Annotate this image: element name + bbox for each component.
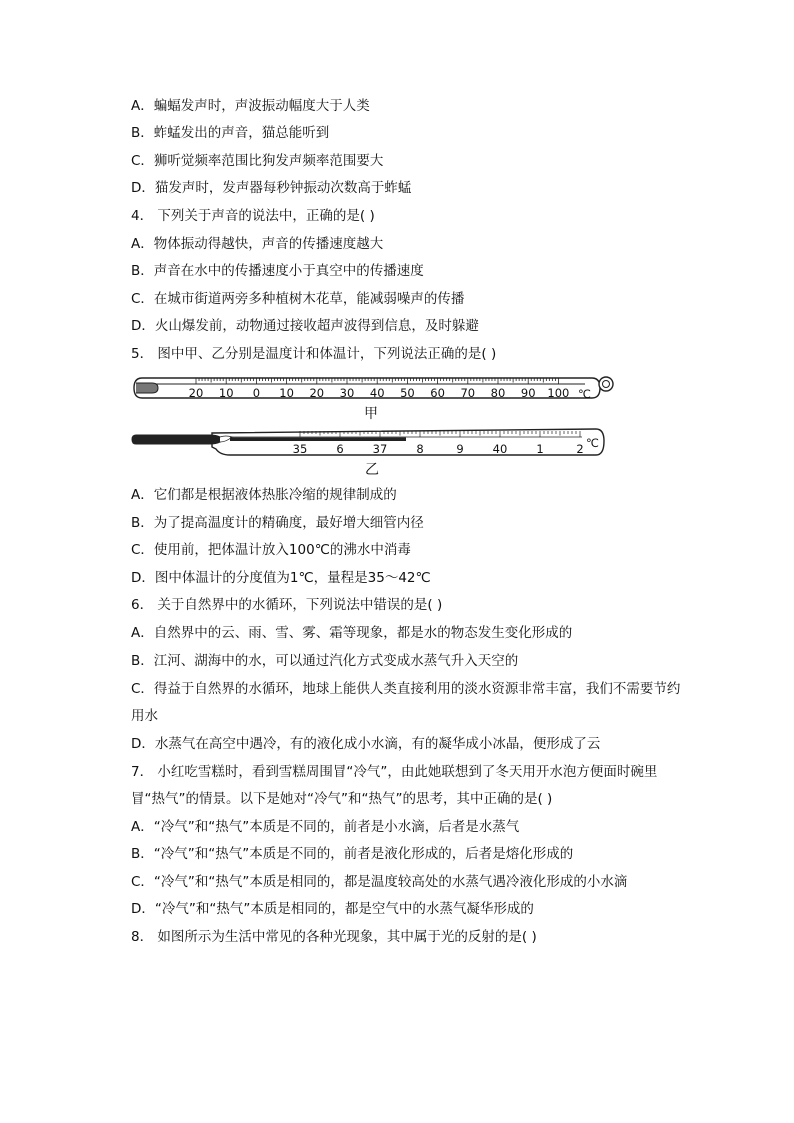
q6-option-c: C．得益于自然界的水循环，地球上能供人类直接利用的淡水资源非常丰富，我们不需要节约 <box>131 681 681 697</box>
q5-option-c: C．使用前，把体温计放入100℃的沸水中消毒 <box>131 542 411 558</box>
clinical-tick-label: 37 <box>372 442 388 456</box>
thermometer-tick-label: 0 <box>252 386 261 400</box>
thermometer-tick-label: 70 <box>460 386 476 400</box>
clinical-thermometer-figure <box>130 425 610 463</box>
q4-option-c: C．在城市街道两旁多种植树木花草，能减弱噪声的传播 <box>131 291 465 307</box>
thermometer-tick-label: 10 <box>218 386 234 400</box>
q7-option-b: B．“冷气”和“热气”本质是不同的，前者是液化形成的，后者是熔化形成的 <box>131 846 574 862</box>
thermometer-tick-label: 60 <box>430 386 445 400</box>
q6-option-a: A．自然界中的云、雨、雪、雾、霜等现象，都是水的物态发生变化形成的 <box>131 625 573 641</box>
clinical-tick-label: 35 <box>292 442 308 456</box>
clinical-tick-label: 6 <box>336 442 344 456</box>
thermometer-tick-label: 100 <box>547 386 570 400</box>
clinical-unit: ℃ <box>586 436 599 450</box>
clinical-tick-label: 1 <box>536 442 544 456</box>
q5-option-a: A．它们都是根据液体热胀冷缩的规律制成的 <box>131 487 397 503</box>
thermometer-tick-label: 40 <box>369 386 385 400</box>
thermometer-tick-label: 30 <box>339 386 355 400</box>
thermometer-tick-label: 20 <box>309 386 325 400</box>
thermometer-tick-label: 20 <box>188 386 204 400</box>
q6-option-b: B．江河、湖海中的水，可以通过汽化方式变成水蒸气升入天空的 <box>131 653 519 669</box>
q3-option-c: C．狮听觉频率范围比狗发声频率范围要大 <box>131 153 384 169</box>
q7-option-a: A．“冷气”和“热气”本质是不同的，前者是小水滴，后者是水蒸气 <box>131 819 520 835</box>
q4-option-a: A．物体振动得越快，声音的传播速度越大 <box>131 236 384 252</box>
q5-option-b: B．为了提高温度计的精确度，最好增大细管内径 <box>131 515 424 531</box>
clinical-tick-label: 40 <box>492 442 508 456</box>
thermometer-unit: ℃ <box>578 387 591 401</box>
thermometer-caption: 甲 <box>364 406 378 422</box>
q6-option-c-continued: 用水 <box>131 708 158 724</box>
clinical-tick-label: 8 <box>416 442 424 456</box>
clinical-tick-label: 2 <box>576 442 584 456</box>
q5-stem: 5． 图中甲、乙分别是温度计和体温计，下列说法正确的是( ) <box>131 346 497 362</box>
thermometer-tick-label: 50 <box>400 386 415 400</box>
q4-option-d: D．火山爆发前，动物通过接收超声波得到信息，及时躲避 <box>131 318 479 334</box>
q3-option-b: B．蚱蜢发出的声音，猫总能听到 <box>131 125 330 141</box>
q4-option-b: B．声音在水中的传播速度小于真空中的传播速度 <box>131 263 424 279</box>
clinical-tick-label: 9 <box>456 442 464 456</box>
q7-stem-line-1: 7． 小红吃雪糕时，看到雪糕周围冒“冷气”，由此她联想到了冬天用开水泡方便面时碗里 <box>131 764 658 780</box>
q5-option-d: D．图中体温计的分度值为1℃，量程是35～42℃ <box>131 570 431 586</box>
q7-option-c: C．“冷气”和“热气”本质是相同的，都是温度较高处的水蒸气遇冷液化形成的小水滴 <box>131 874 628 890</box>
thermometer-tick-label: 90 <box>520 386 536 400</box>
q3-option-a: A．蝙蝠发声时，声波振动幅度大于人类 <box>131 98 370 114</box>
q7-option-d: D．“冷气”和“热气”本质是相同的，都是空气中的水蒸气凝华形成的 <box>131 901 534 917</box>
thermometer-tick-label: 80 <box>490 386 506 400</box>
q7-stem-line-2: 冒“热气”的情景。以下是她对“冷气”和“热气”的思考，其中正确的是( ) <box>131 791 553 807</box>
q6-stem: 6． 关于自然界中的水循环，下列说法中错误的是( ) <box>131 597 443 613</box>
clinical-thermometer-caption: 乙 <box>365 462 379 478</box>
q4-stem: 4． 下列关于声音的说法中，正确的是( ) <box>131 208 375 224</box>
thermometer-tick-label: 10 <box>279 386 294 400</box>
q8-stem: 8． 如图所示为生活中常见的各种光现象，其中属于光的反射的是( ) <box>131 929 537 945</box>
q6-option-d: D．水蒸气在高空中遇冷，有的液化成小水滴，有的凝华成小冰晶，便形成了云 <box>131 736 601 752</box>
q3-option-d: D．猫发声时，发声器每秒钟振动次数高于蚱蜢 <box>131 180 412 196</box>
